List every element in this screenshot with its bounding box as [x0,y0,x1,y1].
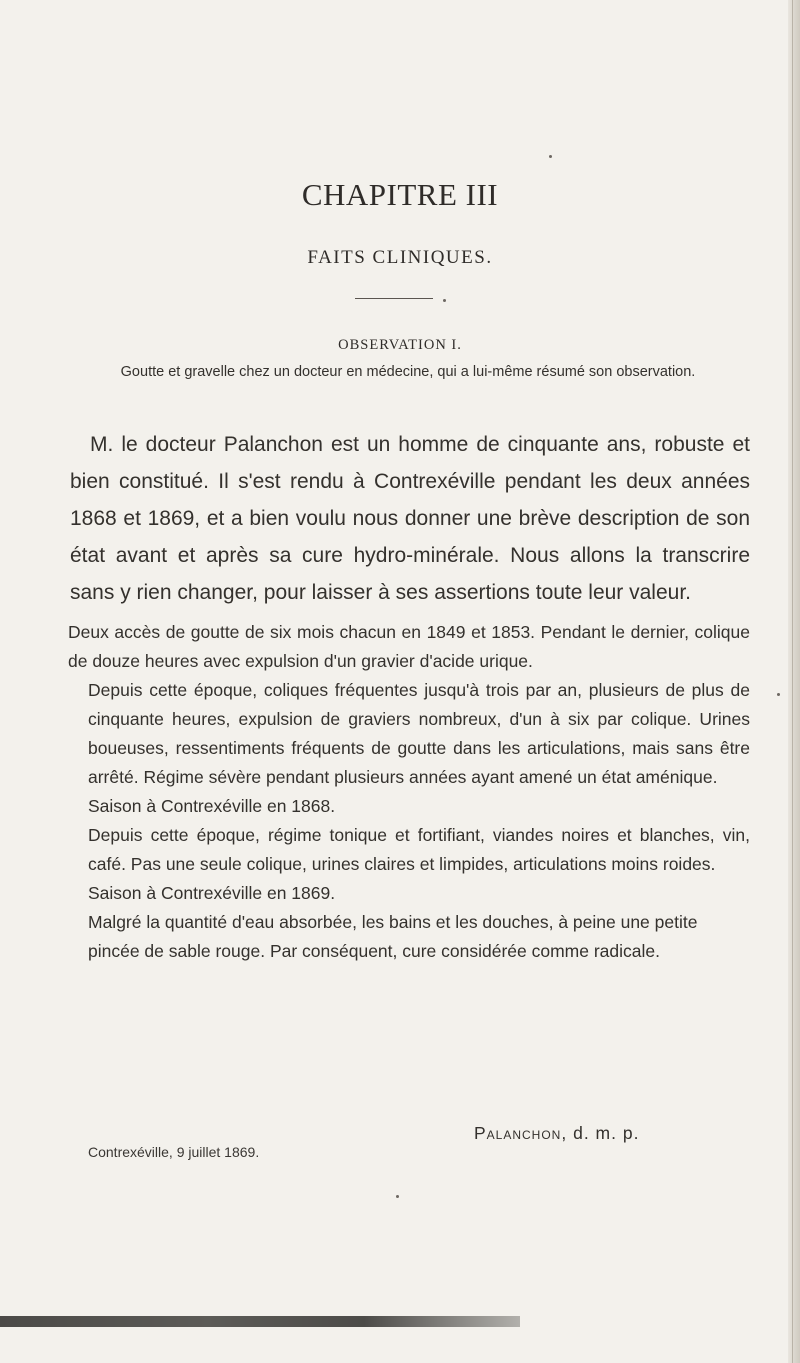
body-paragraph: Saison à Contrexéville en 1868. [88,796,336,816]
separator-rule [355,298,433,299]
observation-body [68,618,750,966]
body-paragraph: Depuis cette époque, coliques fréquentes jusqu'à trois par an, plusieurs de plus de cinquante heures, expulsion de graviers nombreux, d'un à six par colique. Urines boueuses, ressentiments fréquents de goutte dans les articulations, mais sans être arrêté. Régime sévère pendant plusieurs années ayant amené un état aménique. [88,680,750,787]
ink-speck [777,693,780,696]
page-bottom-band [0,1316,520,1327]
ink-speck [443,299,446,302]
body-paragraph: Malgré la quantité d'eau absorbée, les bains et les douches, à peine une petite pincée de sable rouge. Par conséquent, cure considérée comme radicale. [88,912,698,961]
section-title: FAITS CLINIQUES. [307,247,493,268]
date-line: Contrexéville, 9 juillet 1869. [88,1144,260,1160]
ink-speck [549,155,552,158]
chapter-title: CHAPITRE III [301,177,499,212]
body-paragraph: Depuis cette époque, régime tonique et fortifiant, viandes noires et blanches, vin, café. Pas une seule colique, urines claires et limpides, articulations moins roides. [88,825,750,874]
signature-title: d. m. p. [573,1123,640,1143]
observation-title: OBSERVATION I. [338,337,462,353]
intro-paragraph: M. le docteur Palanchon est un homme de cinquante ans, robuste et bien constitué. Il s'est rendu à Contrexéville pendant les deux années 1868 et 1869, et a bien voulu nous donner une brève description de son état avant et après sa cure hydro-minérale. Nous allons la transcrire sans y rien changer, pour laisser à ses assertions toute leur valeur. [70,433,750,604]
observation-summary: Goutte et gravelle chez un docteur en médecine, qui a lui-même résumé son observation. [120,364,696,380]
signature-name: Palanchon, [474,1123,568,1143]
body-paragraph: Deux accès de goutte de six mois chacun en 1849 et 1853. Pendant le dernier, colique de douze heures avec expulsion d'un gravier d'acide urique. [68,622,750,671]
signature [474,1119,639,1148]
ink-speck [396,1195,399,1198]
body-paragraph: Saison à Contrexéville en 1869. [88,883,336,903]
